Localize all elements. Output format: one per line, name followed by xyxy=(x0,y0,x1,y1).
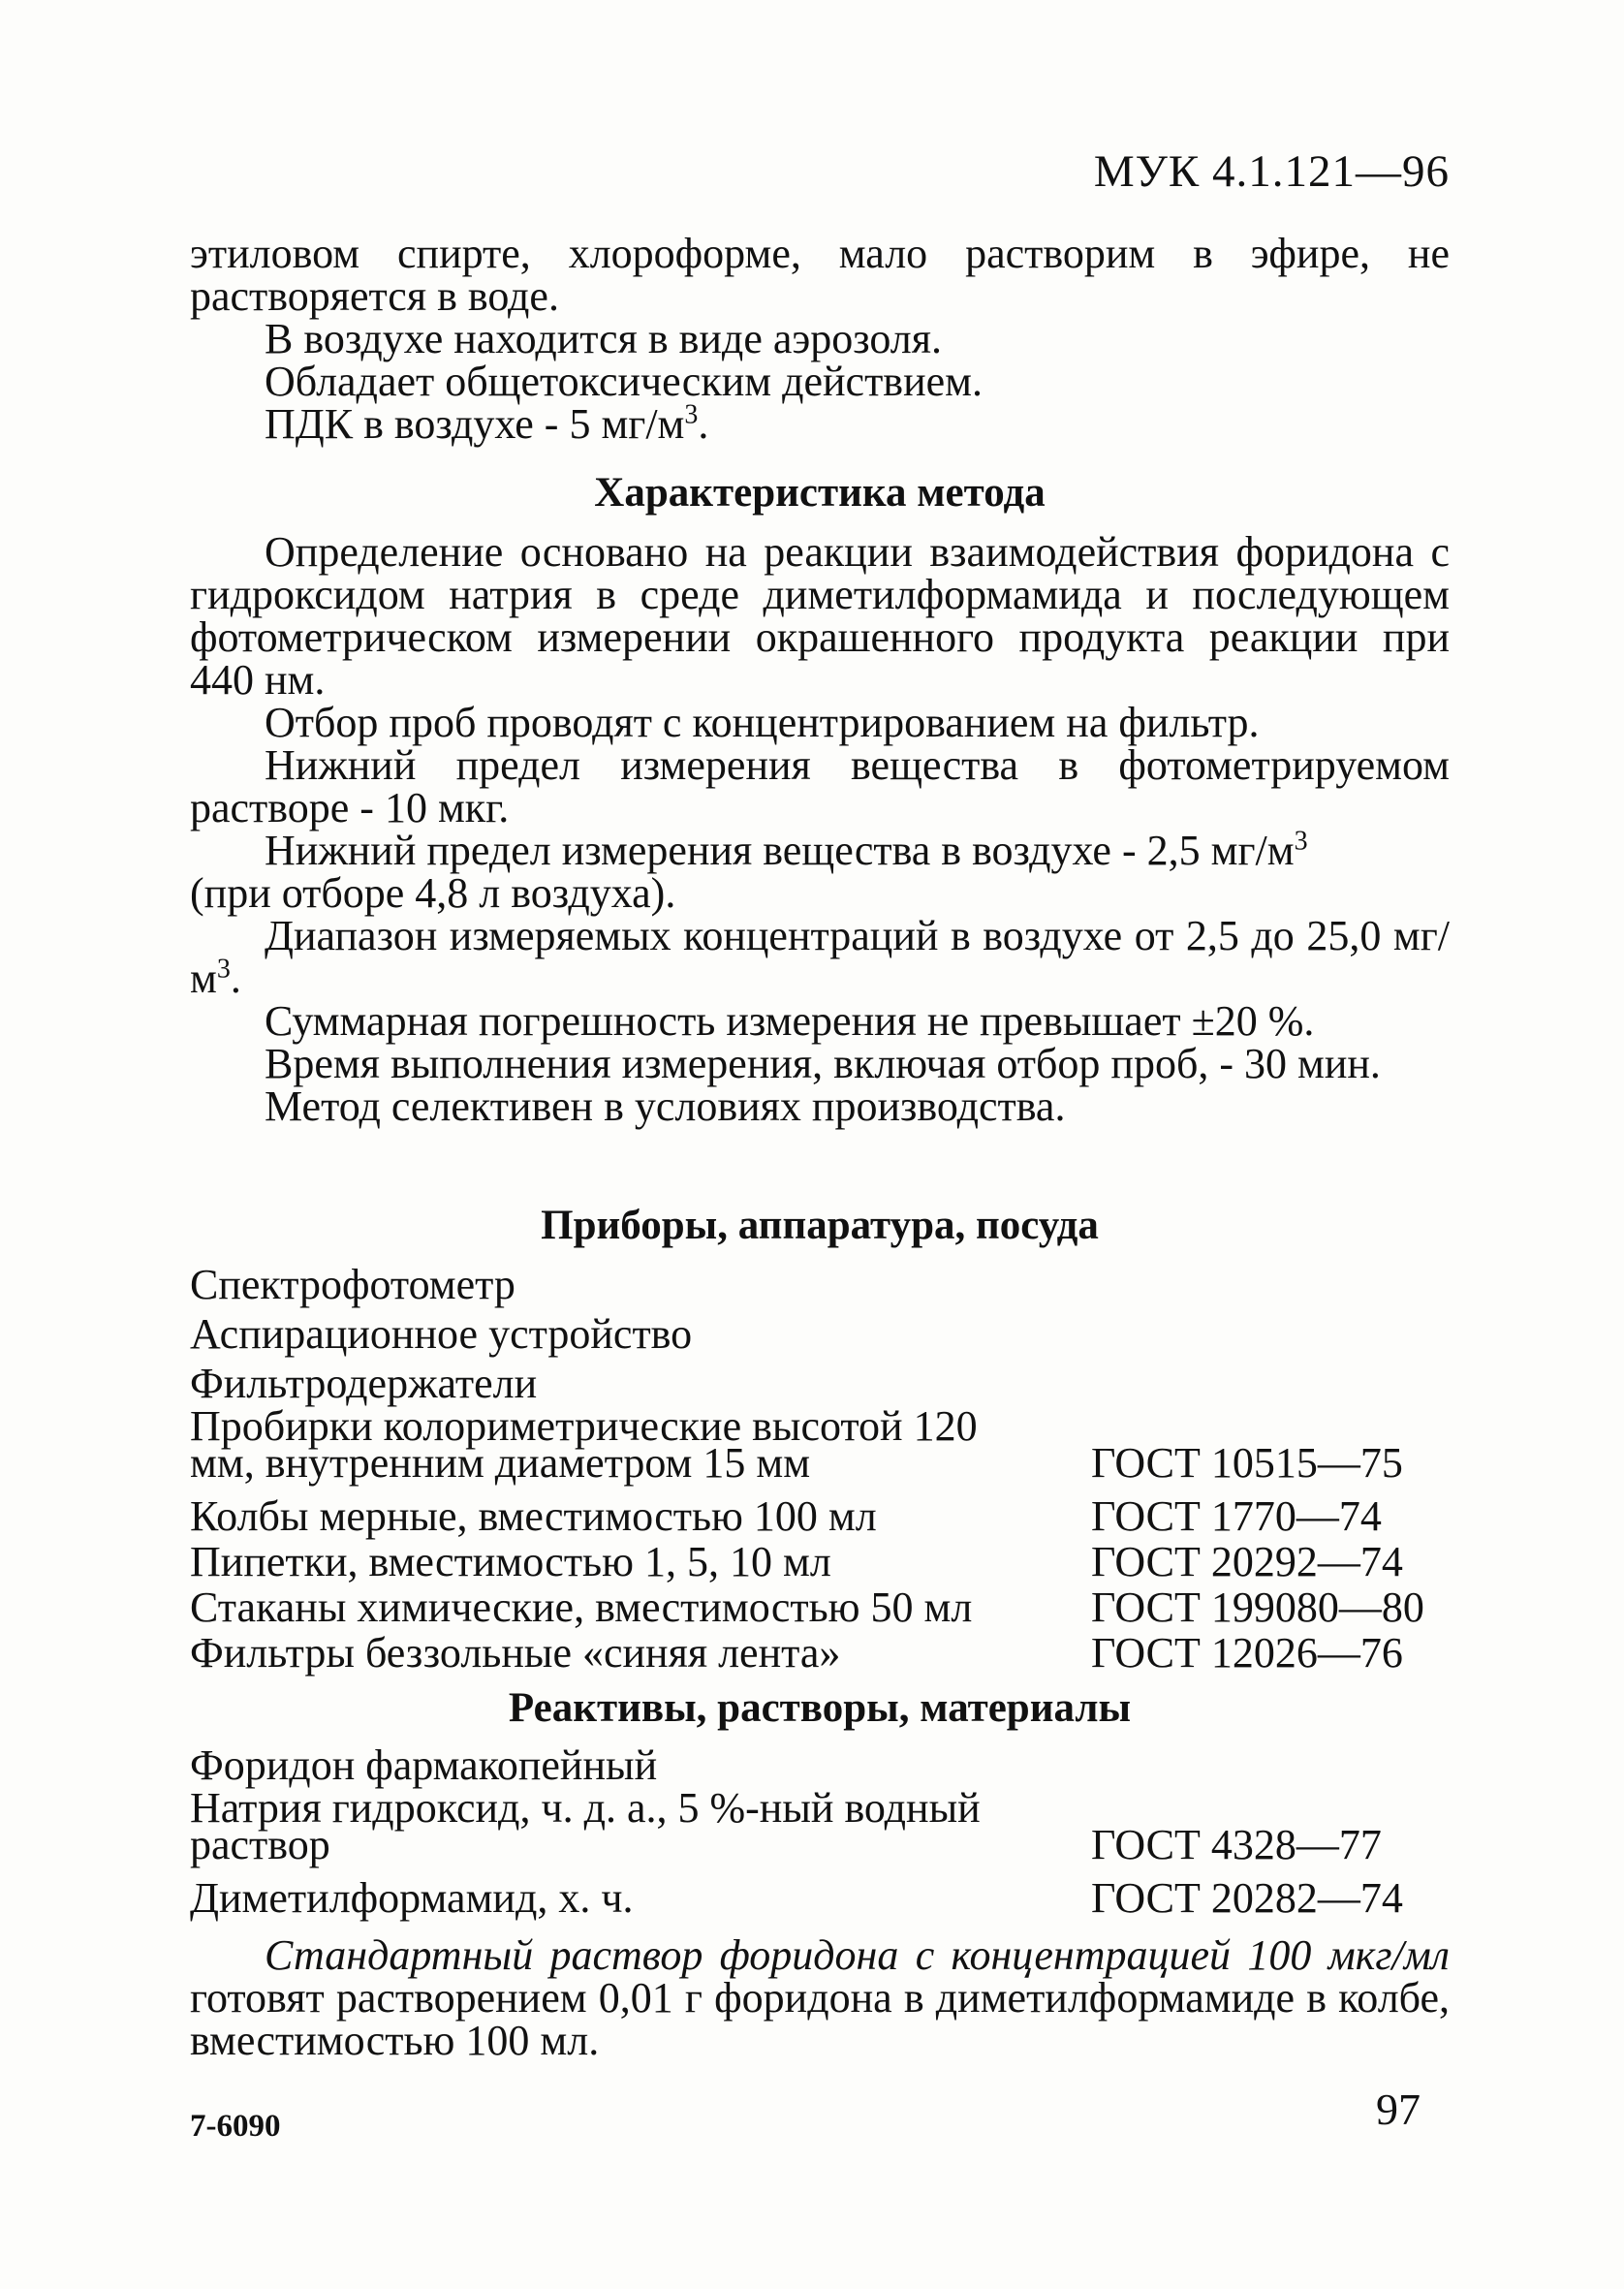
list-item: Фильтродержатели xyxy=(190,1360,538,1407)
list-item: Диметилформамид, х. ч. ГОСТ 20282—74 xyxy=(190,1874,1403,1922)
reagents-list xyxy=(190,1740,1450,1922)
method-paragraph-5: Диапазон измеряемых концентраций в воздухе от 2,5 до 25,0 $мг/м^3$. xyxy=(190,912,1450,1002)
method-paragraph-4-cont: (при отборе 4,8 л воздуха). xyxy=(190,869,676,917)
list-item: Фильтры беззольные «синяя лента» ГОСТ 12026—76 xyxy=(190,1629,1403,1677)
list-item: Спектрофотометр xyxy=(190,1261,515,1308)
section-title-equipment: Приборы, аппаратура, посуда xyxy=(541,1203,1099,1248)
page-number: 97 xyxy=(1376,2085,1421,2134)
method-paragraph-7: Время выполнения измерения, включая отбор проб, - 30 мин. xyxy=(265,1040,1381,1087)
method-paragraph-1: Определение основано на реакции взаимодействия форидона с гидроксидом натрия в среде диметилформамида и последующем фотометрическом измерении окрашенного продукта реакции при 440 нм. xyxy=(190,528,1450,704)
intro-paragraph-3: Обладает общетоксическим действием. xyxy=(265,358,983,405)
intro-block xyxy=(190,230,1450,448)
section-title-reagents: Реактивы, растворы, материалы xyxy=(508,1685,1132,1731)
list-item: Колбы мерные, вместимостью 100 мл ГОСТ 1770—74 xyxy=(190,1492,1382,1540)
intro-paragraph-4: ПДК в воздухе - 5 $мг/м^3$. xyxy=(265,399,709,448)
method-paragraph-2: Отбор проб проводят с концентрированием на фильтр. xyxy=(265,699,1260,746)
standard-solution-paragraph: Стандартный раствор форидона с концентрацией 100 мкг/мл готовят растворением 0,01 г форидона в диметилформамиде в колбе, вместимостью 100 мл. xyxy=(190,1931,1450,2064)
list-item: Натрия гидроксид, ч. д. а., 5 %-ный водный раствор ГОСТ 4328—77 xyxy=(190,1784,1382,1868)
list-item: Пипетки, вместимостью 1, 5, 10 мл ГОСТ 20292—74 xyxy=(190,1538,1403,1585)
print-code: 7-6090 xyxy=(190,2109,281,2144)
list-item: Форидон фармакопейный xyxy=(190,1741,658,1789)
equipment-list xyxy=(190,1260,1450,1677)
standard-solution-block xyxy=(190,1931,1450,2064)
list-item: Аспирационное устройство xyxy=(190,1310,693,1358)
method-block xyxy=(190,528,1450,1130)
method-paragraph-8: Метод селективен в условиях производства. xyxy=(265,1082,1066,1130)
standard-solution-heading: Стандартный раствор форидона с концентрацией 100 мкг/мл xyxy=(265,1931,1450,1979)
method-paragraph-4: Нижний предел измерения вещества в воздухе - 2,5 $мг/м^3$ xyxy=(265,826,1308,874)
list-item: Стаканы химические, вместимостью 50 мл ГОСТ 199080—80 xyxy=(190,1583,1424,1631)
list-item: Пробирки колориметрические высотой 120 мм, внутренним диаметром 15 мм ГОСТ 10515—75 xyxy=(190,1402,1403,1487)
intro-paragraph-1: этиловом спирте, хлороформе, мало растворим в эфире, не растворяется в воде. xyxy=(190,230,1450,320)
method-paragraph-6: Суммарная погрешность измерения не превышает ±20 %. xyxy=(265,997,1315,1045)
intro-paragraph-2: В воздухе находится в виде аэрозоля. xyxy=(265,315,942,362)
method-paragraph-3: Нижний предел измерения вещества в фотометрируемом растворе - 10 мкг. xyxy=(190,741,1450,831)
section-title-method: Характеристика метода xyxy=(594,470,1046,516)
document-code: МУК 4.1.121—96 xyxy=(1093,146,1450,197)
